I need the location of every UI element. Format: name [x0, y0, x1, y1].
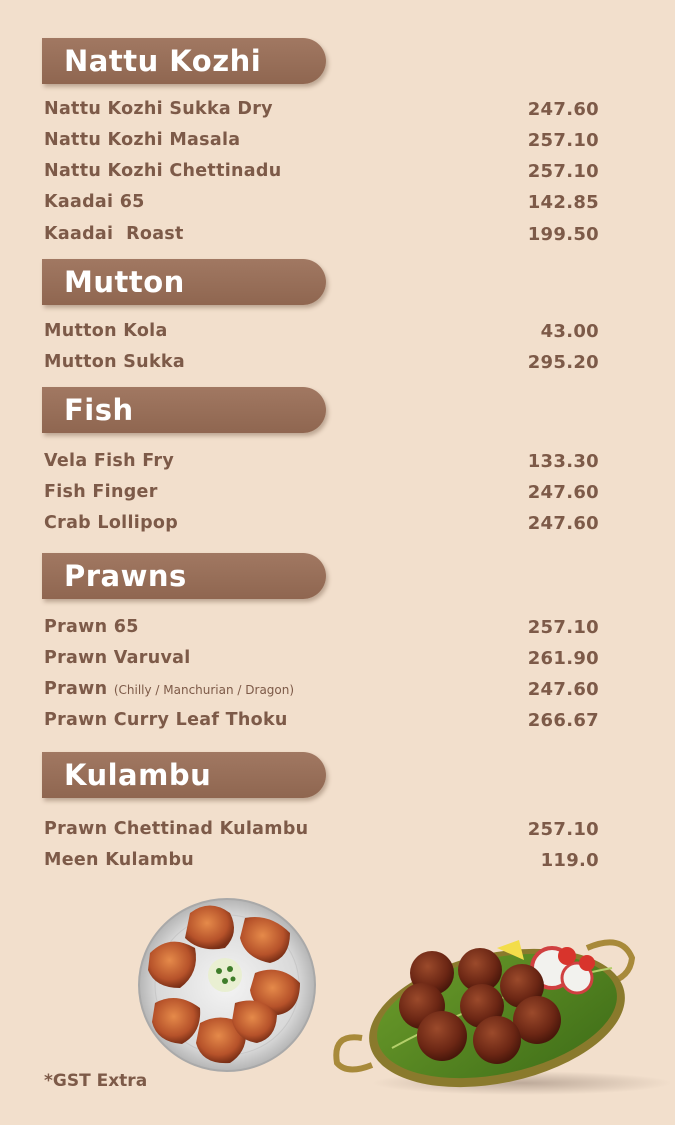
section-title: Mutton	[64, 265, 185, 299]
menu-item	[44, 130, 599, 156]
item-price: 257.10	[527, 617, 599, 638]
item-name: Prawn Curry Leaf Thoku	[44, 710, 288, 730]
item-price: 247.60	[527, 482, 599, 503]
item-price: 257.10	[527, 161, 599, 182]
item-price: 247.60	[527, 513, 599, 534]
item-name: Prawn	[44, 679, 108, 699]
section-header-prawns	[42, 553, 326, 599]
item-name: Prawn 65	[44, 617, 139, 637]
menu-item	[44, 819, 599, 845]
section-header-mutton	[42, 259, 326, 305]
menu-item	[44, 513, 599, 539]
item-price: 142.85	[527, 192, 599, 213]
item-price: 295.20	[527, 352, 599, 373]
menu-item	[44, 679, 599, 705]
section-title: Prawns	[64, 559, 187, 593]
item-name: Prawn Chettinad Kulambu	[44, 819, 309, 839]
menu-item	[44, 648, 599, 674]
menu-item	[44, 850, 599, 876]
item-name: Nattu Kozhi Masala	[44, 130, 241, 150]
item-price: 247.60	[527, 99, 599, 120]
section-title: Fish	[64, 393, 134, 427]
item-price: 119.0	[540, 850, 599, 871]
item-name: Kaadai 65	[44, 192, 145, 212]
item-name: Prawn Varuval	[44, 648, 191, 668]
section-header-nattu-kozhi	[42, 38, 326, 84]
item-name: Meen Kulambu	[44, 850, 195, 870]
section-header-fish	[42, 387, 326, 433]
fried-fish-platter-image	[135, 893, 320, 1073]
item-price: 43.00	[540, 321, 599, 342]
menu-item	[44, 192, 599, 218]
menu-item	[44, 352, 599, 378]
section-title: Nattu Kozhi	[64, 44, 262, 78]
item-name: Mutton Kola	[44, 321, 168, 341]
gst-footnote: *GST Extra	[44, 1071, 148, 1091]
item-note: (Chilly / Manchurian / Dragon)	[113, 683, 295, 697]
menu-item	[44, 321, 599, 347]
menu-item	[44, 710, 599, 736]
item-price: 199.50	[527, 224, 599, 245]
item-name: Vela Fish Fry	[44, 451, 175, 471]
item-price: 133.30	[527, 451, 599, 472]
item-name: Nattu Kozhi Chettinadu	[44, 161, 282, 181]
menu-item	[44, 224, 599, 250]
item-name: Crab Lollipop	[44, 513, 179, 533]
item-name: Kaadai Roast	[44, 224, 184, 244]
item-name: Mutton Sukka	[44, 352, 185, 372]
item-price: 266.67	[527, 710, 599, 731]
item-price: 257.10	[527, 819, 599, 840]
menu-item	[44, 99, 599, 125]
item-price: 261.90	[527, 648, 599, 669]
menu-item	[44, 617, 599, 643]
item-price: 247.60	[527, 679, 599, 700]
section-header-kulambu	[42, 752, 326, 798]
item-name-group	[44, 679, 294, 699]
item-name: Fish Finger	[44, 482, 158, 502]
mutton-kola-bowl-image	[332, 928, 675, 1098]
item-name: Nattu Kozhi Sukka Dry	[44, 99, 273, 119]
section-title: Kulambu	[64, 758, 212, 792]
menu-item	[44, 451, 599, 477]
item-price: 257.10	[527, 130, 599, 151]
menu-item	[44, 161, 599, 187]
menu-item	[44, 482, 599, 508]
